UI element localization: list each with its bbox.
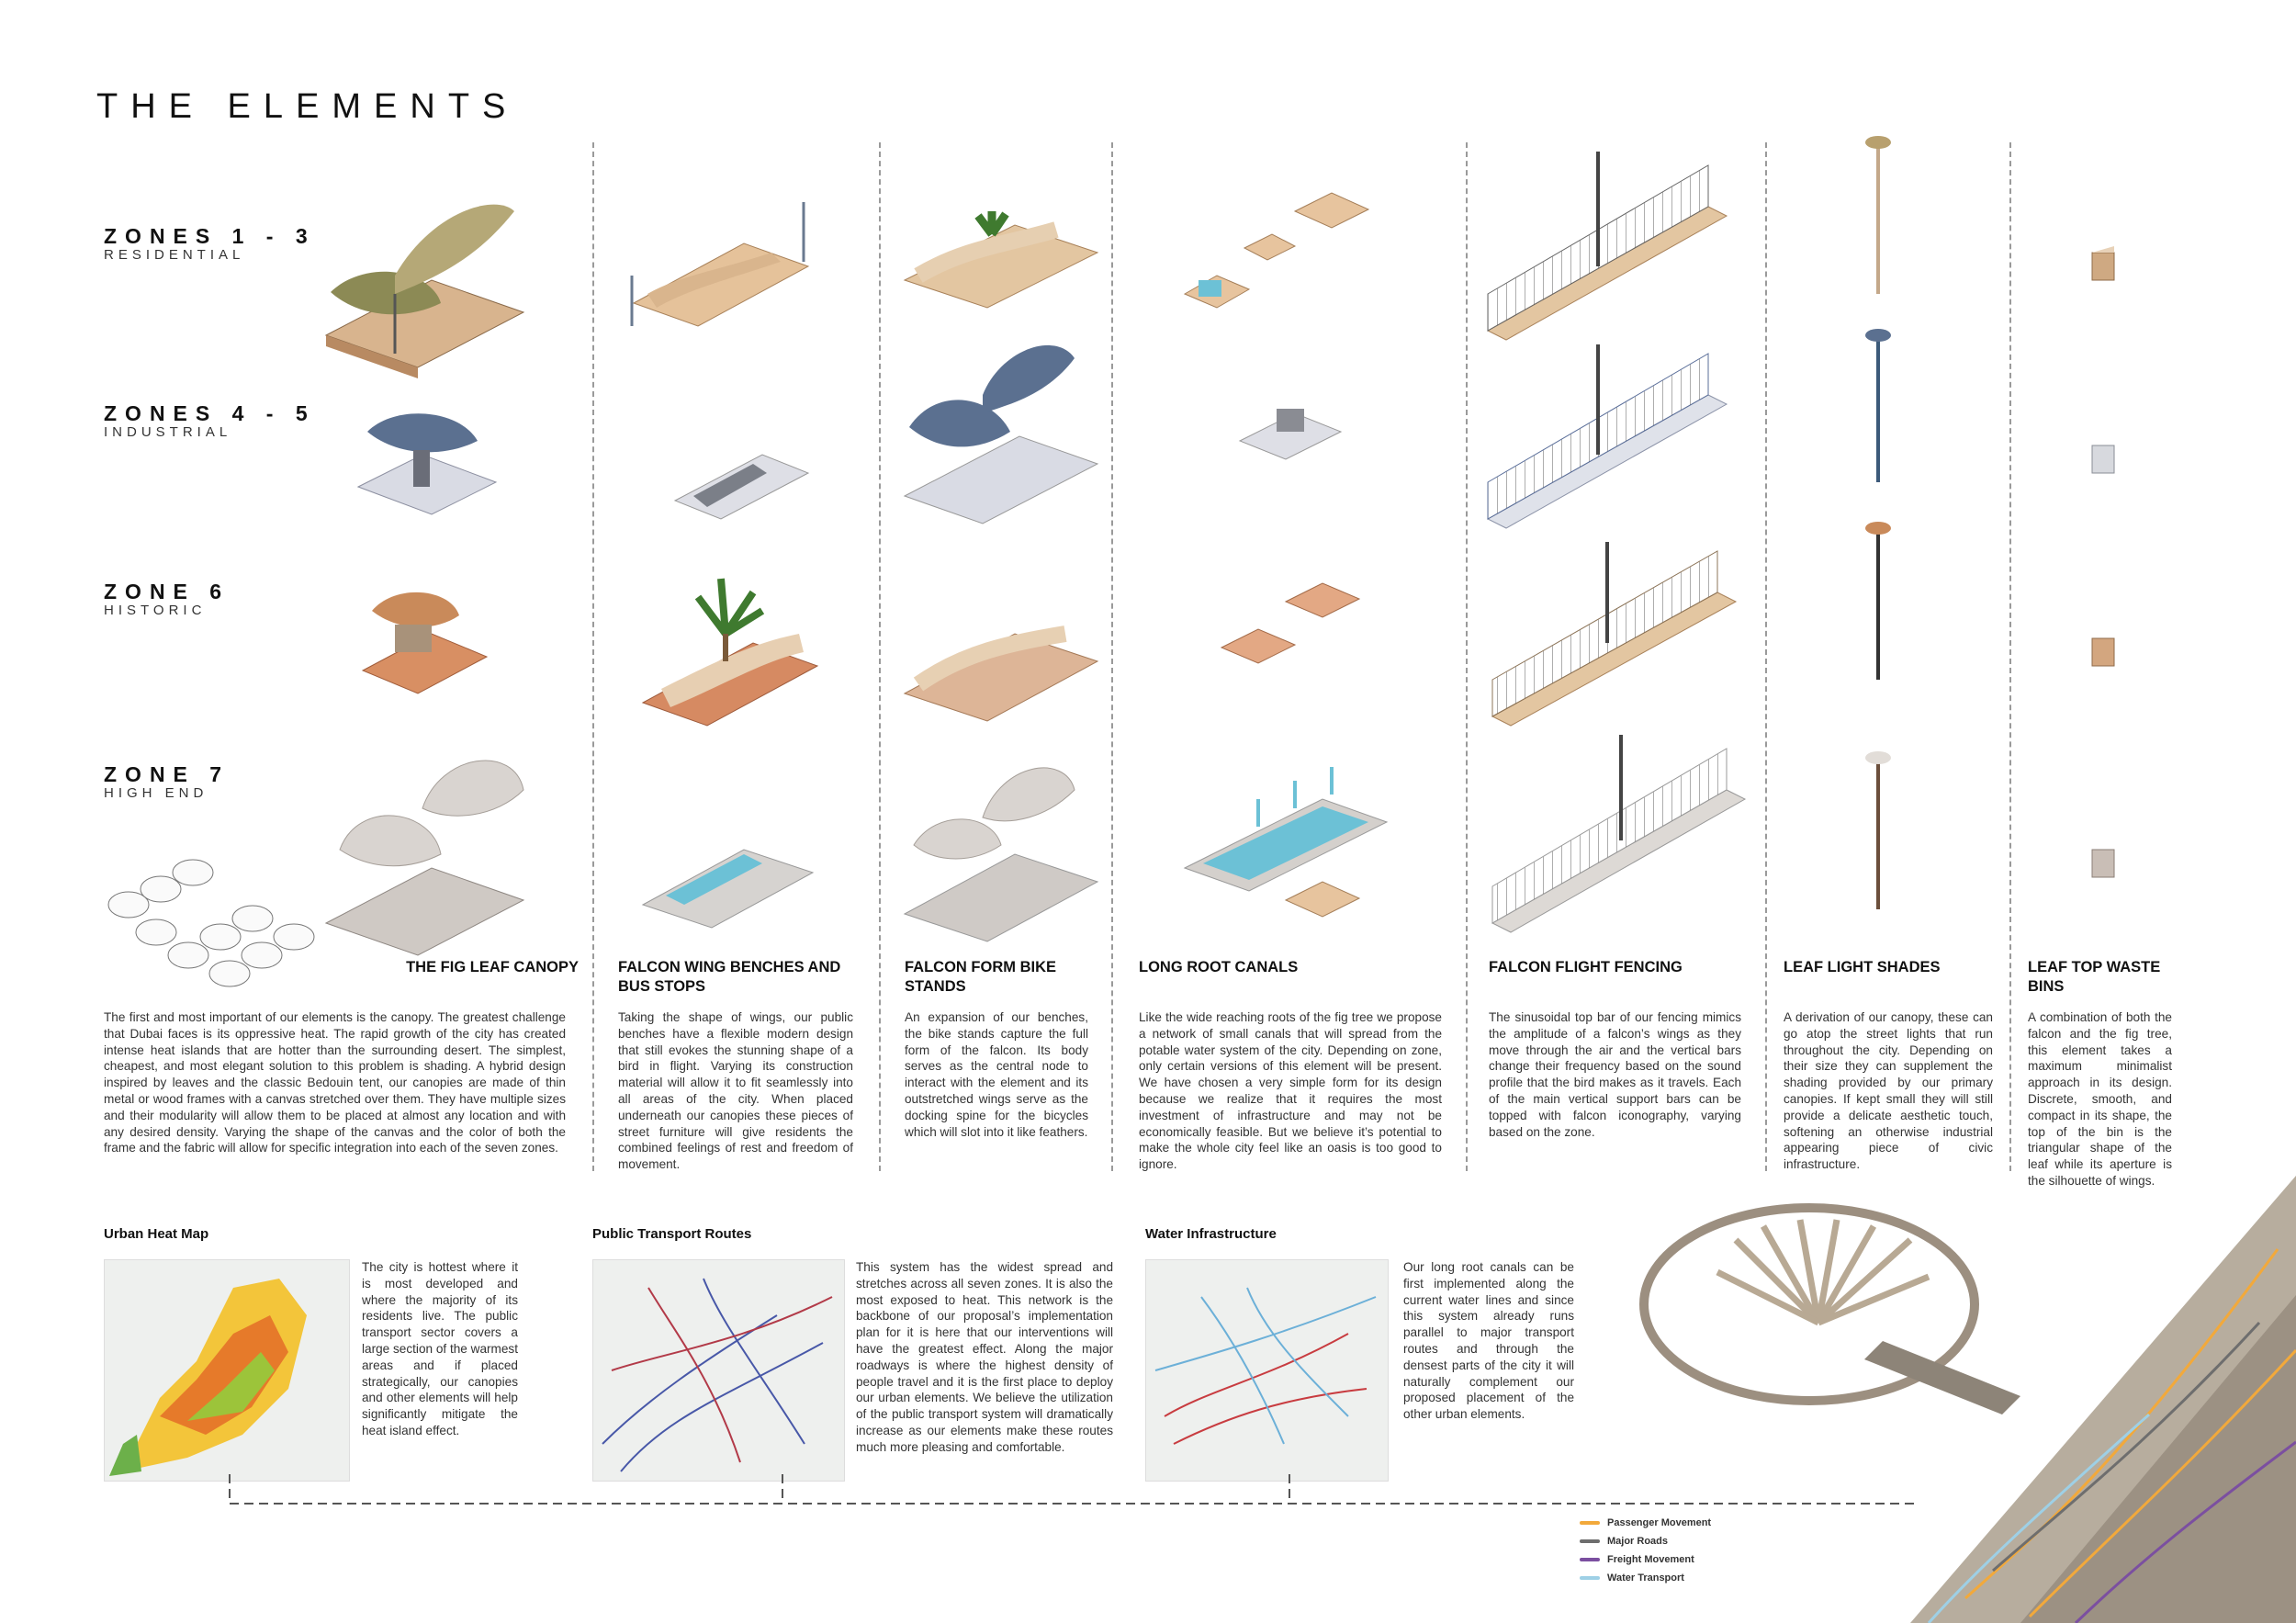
light-shade-industrial-illustration [1865,329,1891,482]
legend-swatch [1580,1539,1600,1543]
canopy-high-end-illustration [326,761,523,955]
canal-residential-illustration [1185,193,1368,308]
fence-residential-illustration [1488,152,1727,340]
legend-swatch [1580,1558,1600,1561]
fence-high-end-illustration [1492,735,1745,932]
legend-item-roads [1580,1532,1711,1550]
element-desc-canopy: The first and most important of our elements is the canopy. The greatest challenge that Dubai faces is its oppressive heat. The rapid growth of the city has created intense heat islands that are hotter than the surrounding desert. The simplest, cheapest, and most elegant solution to this problem is shading. A hybrid design inspired by leaves and the classic Bedouin tent, our canopies are made of thin metal or wood frames with a canvas stretched over them. They have multiple sizes and their modularity will allow them to be placed at almost any location and with any desired density. Varying the shape of the canvas and the color of both the frame and the fabric will allow for specific integration into each of the seven zones. [104,1010,566,1155]
element-title-waste-bins: LEAF TOP WASTE BINS [2028,959,2161,995]
element-title-light-shades: LEAF LIGHT SHADES [1784,959,1941,975]
canopy-historic-illustration [363,592,487,693]
zone-sub: RESIDENTIAL [104,247,245,263]
bench-high-end-illustration [643,850,813,928]
element-title-canopy: THE FIG LEAF CANOPY [406,959,579,975]
public-transport-map [592,1259,845,1482]
legend-label: Water Transport [1607,1572,1684,1584]
canal-high-end-illustration [1185,767,1387,917]
bench-historic-illustration [643,579,817,726]
zone-name: ZONES 1 - 3 [104,224,316,248]
zone-name: ZONES 4 - 5 [104,401,316,425]
legend-label: Passenger Movement [1607,1517,1712,1528]
canopy-industrial-illustration [358,413,496,514]
bike-stand-high-end-illustration [905,768,1097,941]
light-shade-historic-illustration [1865,522,1891,680]
element-desc-bike-stands: An expansion of our benches, the bike stands capture the full form of the falcon. Its body serves as the central node to interact with the element and its outstretched wings serve as the docking spine for the bicycles which will slot into it like feathers. [905,1010,1088,1139]
element-title-benches: FALCON WING BENCHES AND BUS STOPS [618,959,841,995]
map-title-heat: Urban Heat Map [104,1226,209,1242]
zone-sub: INDUSTRIAL [104,424,232,440]
map-desc-transport: This system has the widest spread and stretches across all seven zones. It is also the most exposed to heat. This network is the backbone of our proposal’s implementation plan for it is here that our interventions will have the greatest effect. Along the major roadways is where the highest density of people travel and it is the first place to deploy our urban elements. We believe the utilization of the public transport system will dramatically increase as our elements make these routes much more pleasing and comfortable. [856,1260,1113,1454]
element-desc-benches: Taking the shape of wings, our public benches have a flexible modern design that still evokes the stunning shape of a bird in flight. Varying its construction material will allow it to fit seamlessly into all areas of the city. When placed underneath our canopies these pieces of street furniture will give residents the combined feelings of rest and freedom of movement. [618,1010,853,1172]
legend-label: Major Roads [1607,1536,1669,1547]
bench-residential-illustration [632,202,808,326]
bike-stand-residential-illustration [905,211,1097,308]
bin-residential-illustration [2092,246,2114,280]
legend-item-freight [1580,1550,1711,1569]
legend-swatch [1580,1521,1600,1525]
element-title-fencing: FALCON FLIGHT FENCING [1489,959,1683,975]
bin-high-end-illustration [2092,850,2114,877]
map-desc-heat: The city is hottest where it is most developed and where the majority of its residents live. The public transport sector covers a large section of the warmest areas and if placed strategically, our canopies and other elements will help significantly mitigate the heat island effect. [362,1260,519,1437]
zone-sub: HIGH END [104,785,208,801]
urban-heat-map [104,1259,350,1482]
zone-name: ZONE 7 [104,762,231,786]
fence-historic-illustration [1492,542,1736,726]
light-shade-high-end-illustration [1865,751,1891,909]
legend-item-passenger [1580,1514,1711,1532]
element-title-canals: LONG ROOT CANALS [1139,959,1299,975]
map-legend [1580,1514,1711,1587]
dubai-aerial-illustration [1635,1139,2296,1623]
map-desc-water: Our long root canals can be first implemented along the current water lines and since this system already runs parallel to major transport routes and through the densest parts of the city it will naturally complement our proposed placement of the other urban elements. [1403,1260,1574,1422]
bin-historic-illustration [2092,638,2114,666]
bench-industrial-illustration [675,455,808,519]
canal-industrial-illustration [1240,409,1341,459]
light-shade-residential-illustration [1865,136,1891,294]
water-infrastructure-map [1145,1259,1389,1482]
legend-swatch [1580,1576,1600,1580]
bike-stand-historic-illustration [905,634,1097,721]
page-title: THE ELEMENTS [96,87,519,126]
bin-industrial-illustration [2092,445,2114,473]
element-desc-canals: Like the wide reaching roots of the fig tree we propose a network of small canals that will spread from the potable water system of the city. Depending on zone, only certain versions of this element will be present. We have chosen a very simple form for its design because we realize that it requires the most investment of infrastructure and may not be economically feasible. But we believe it’s potential to make the whole city feel like an oasis is too good to ignore. [1139,1010,1442,1172]
legend-label: Freight Movement [1607,1554,1694,1565]
element-desc-fencing: The sinusoidal top bar of our fencing mimics the amplitude of a falcon’s wings as they move through the air and the vertical bars change their frequency based on the sound profile that the bird makes as it travels. Each of the main vertical support bars can be topped with falcon iconography, varying based on the zone. [1489,1010,1741,1139]
zone-name: ZONE 6 [104,580,231,603]
legend-item-water [1580,1569,1711,1587]
canal-historic-illustration [1221,583,1359,663]
map-title-transport: Public Transport Routes [592,1226,752,1242]
map-title-water: Water Infrastructure [1145,1226,1277,1242]
canopy-residential-illustration [326,205,523,378]
element-title-bike-stands: FALCON FORM BIKE STANDS [905,959,1056,995]
fence-industrial-illustration [1488,344,1727,528]
zone-sub: HISTORIC [104,603,207,618]
element-desc-waste-bins: A combination of both the falcon and the fig tree, this element takes a maximum minimalist approach in its design. Discrete, smooth, and compact in its shape, the top of the bin is the triangular shape of the leaf while its aperture is the silhouette of wings. [2028,1010,2172,1188]
bike-stand-industrial-illustration [905,345,1097,524]
element-desc-light-shades: A derivation of our canopy, these can go atop the street lights that run throughout the city. Depending on their size they can supplement the shading provided by our primary canopies. If kept small they will still provide a delicate aesthetic touch, softening an otherwise industrial appearing piece of civic infrastructure. [1784,1010,1993,1172]
leaf-module-pattern [108,860,314,986]
